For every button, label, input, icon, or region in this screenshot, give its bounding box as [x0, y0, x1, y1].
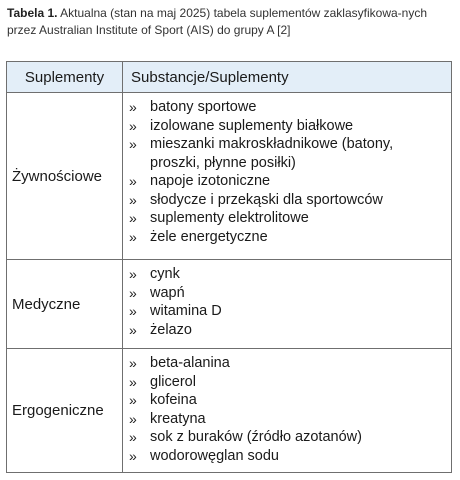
list-item: » sok z buraków (źródło azotanów)	[129, 429, 362, 445]
bullet-icon: »	[129, 447, 137, 464]
bullet-icon: »	[129, 373, 137, 390]
list-item: » glicerol	[129, 373, 196, 390]
bullet-icon: »	[129, 284, 137, 301]
bullet-icon: »	[129, 266, 137, 282]
items-ergogeniczne	[123, 349, 451, 472]
list-item: » beta-alanina	[129, 355, 230, 371]
caption-text: Aktualna (stan na maj 2025) tabela suplementów zaklasyfikowa-nych przez Australian Institute of Sport (AIS) do grupy A [2]	[7, 6, 428, 37]
list-item: » wapń	[129, 284, 185, 301]
list-item: » kreatyna	[129, 410, 206, 427]
bullet-icon: »	[129, 228, 137, 245]
caption-label: Tabela 1.	[7, 6, 58, 20]
bullet-icon: »	[129, 99, 137, 115]
list-item: » suplementy elektrolitowe	[129, 210, 309, 226]
bullet-icon: »	[129, 210, 137, 226]
bullet-icon: »	[129, 117, 137, 134]
header-suplementy: Suplementy	[7, 62, 123, 93]
list-item: » kofeina	[129, 392, 197, 408]
list-item: » cynk	[129, 266, 180, 282]
list-item: » żelazo	[129, 321, 192, 338]
list-item: » witamina D	[129, 303, 222, 319]
table-caption	[7, 5, 453, 39]
bullet-icon: »	[129, 321, 137, 338]
bullet-icon: »	[129, 410, 137, 427]
bullet-icon: »	[129, 136, 137, 152]
header-substancje: Substancje/Suplementy	[123, 62, 451, 93]
bullet-icon: »	[129, 429, 137, 445]
supplements-table	[6, 61, 452, 473]
list-item: » batony sportowe	[129, 99, 257, 115]
category-medyczne: Medyczne	[7, 260, 123, 349]
items-medyczne	[123, 260, 451, 349]
list-item: » napoje izotoniczne	[129, 173, 271, 189]
list-item: » żele energetyczne	[129, 228, 268, 245]
bullet-icon: »	[129, 392, 137, 408]
list-item: » słodycze i przekąski dla sportowców	[129, 191, 383, 208]
category-ergogeniczne: Ergogeniczne	[7, 349, 123, 472]
bullet-icon: »	[129, 173, 137, 189]
bullet-icon: »	[129, 355, 137, 371]
category-zywnosciowe: Żywnościowe	[7, 93, 123, 260]
bullet-icon: »	[129, 191, 137, 208]
bullet-icon: »	[129, 303, 137, 319]
items-zywnosciowe	[123, 93, 451, 260]
list-item: » wodorowęglan sodu	[129, 447, 279, 464]
list-item: » izolowane suplementy białkowe	[129, 117, 354, 134]
list-item: » mieszanki makroskładnikowe (batony, proszki, płynne posiłki)	[129, 136, 394, 171]
